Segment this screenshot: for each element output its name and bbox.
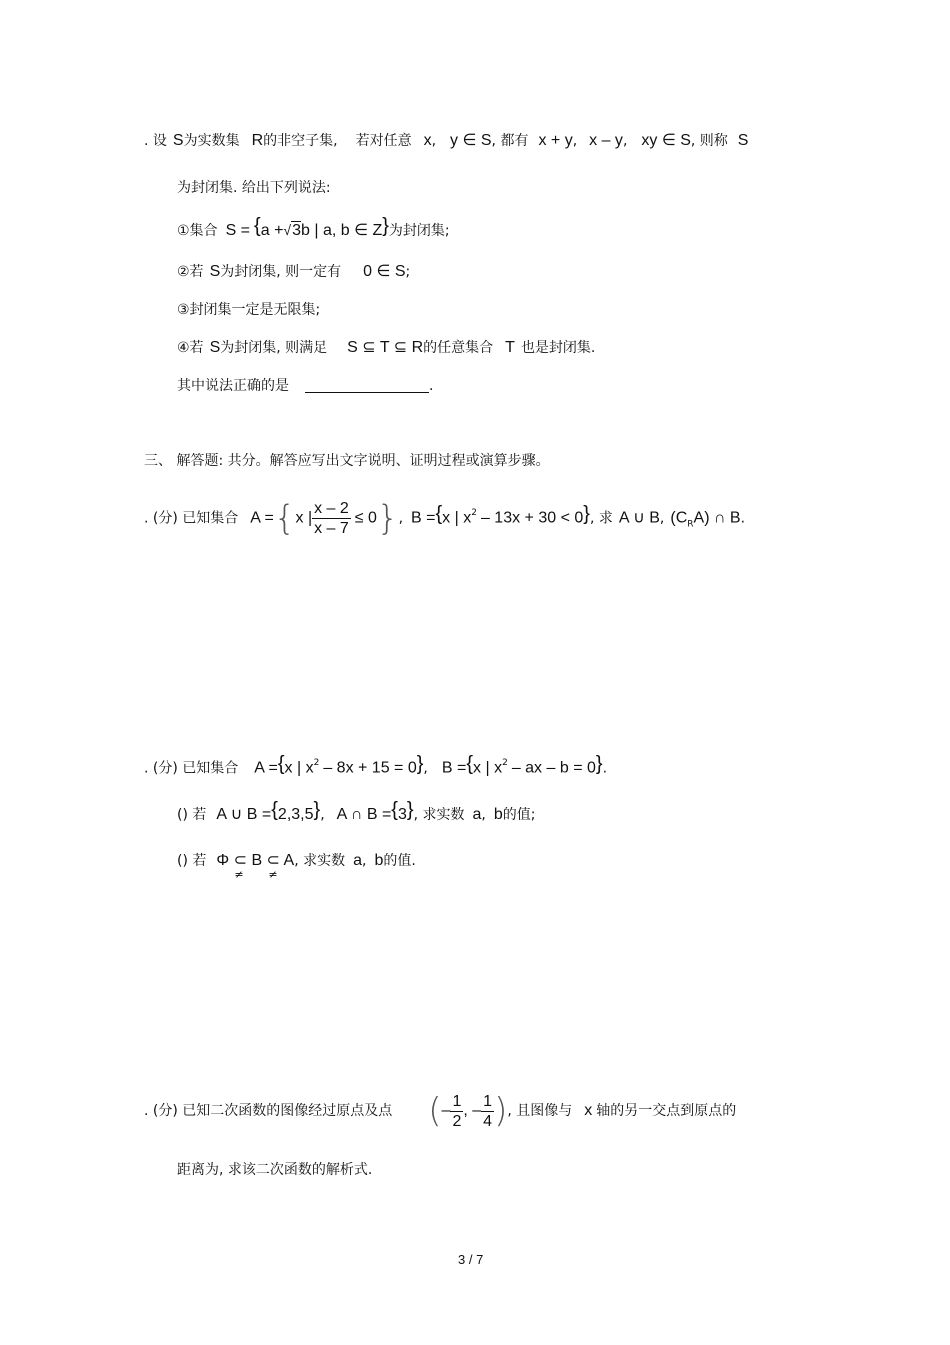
question-sets-part-2: () 若 Φ ⊂ B ⊂ A ≠ ≠ , 求实数 a, b的值.	[177, 851, 416, 887]
question-sets-a-b: . (分) 已知集合 A ={x | $\frac{x - 2}{x - 7}$ ≤ 0}, B ={x | $x^2 - 13x + 30 < 0$}, 求 A ∪ B, $(C_RA)$ ∩ B.	[144, 498, 746, 539]
closed-set-question-intro: . 设 S为实数集 R的非空子集, 若对任意 x, y ∈ S, 都有 x + y, x – y, xy ∈ S, 则称 S	[144, 132, 749, 149]
closed-set-answer-prompt: 其中说法正确的是 .	[177, 378, 434, 394]
closed-set-statement-2: ②若 S为封闭集, 则一定有 0 ∈ S;	[177, 263, 411, 280]
answer-blank[interactable]	[305, 378, 429, 393]
closed-set-statement-4: ④若 S为封闭集, 则满足 S ⊆ T ⊆ R的任意集合 T 也是封闭集.	[177, 339, 596, 356]
not-equal-mark: ≠	[268, 868, 278, 881]
question-quadratic-function: . (分) 已知二次函数的图像经过原点及点 (– $\frac{1}{2}$ , – $\frac{1}{4}$ ), 且图像与 x 轴的另一交点到原点的	[144, 1091, 737, 1131]
closed-set-statement-1: ①集合 S = {a +√3b | a, b ∈ Z}为封闭集;	[177, 215, 450, 239]
not-equal-mark: ≠	[234, 868, 244, 881]
section-heading: 三、 解答题: 共分。解答应写出文字说明、证明过程或演算步骤。	[144, 453, 550, 469]
question-quadratic-function-continued: 距离为, 求该二次函数的解析式.	[177, 1162, 373, 1178]
closed-set-intro-continued: 为封闭集. 给出下列说法:	[177, 180, 331, 196]
question-sets-quadratic: . (分) 已知集合 A ={x | $x^2 - 8x + 15 = 0$}, B ={x | $x^2$ – ax – b = 0}.	[144, 752, 608, 777]
question-sets-part-1: () 若 A ∪ B ={2,3,5}, A ∩ B ={3}, 求实数 a, b的值;	[177, 799, 536, 823]
closed-set-statement-3: ③封闭集一定是无限集;	[177, 302, 321, 318]
page-number: 3 / 7	[458, 1252, 484, 1267]
